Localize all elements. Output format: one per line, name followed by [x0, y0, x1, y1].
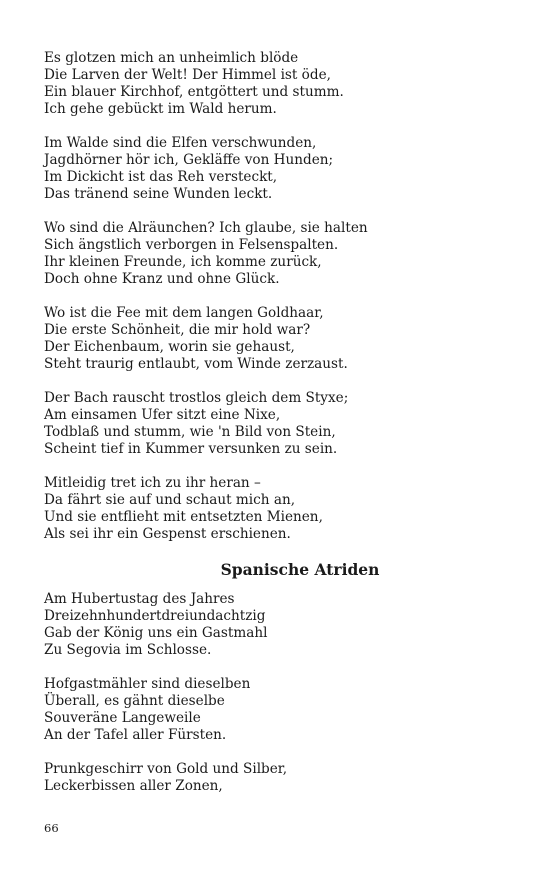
verse-line: Ein blauer Kirchhof, entgöttert und stumm. [44, 84, 344, 100]
verse-line: Da fährt sie auf und schaut mich an, [44, 492, 296, 508]
verse-line: Am einsamen Ufer sitzt eine Nixe, [44, 407, 281, 423]
verse-line: Die Larven der Welt! Der Himmel ist öde, [44, 67, 331, 83]
verse-line: Wo ist die Fee mit dem langen Goldhaar, [44, 305, 324, 321]
verse-line: Sich ängstlich verborgen in Felsenspalten. [44, 237, 339, 253]
verse-line: Leckerbissen aller Zonen, [44, 778, 223, 794]
stanza [44, 475, 514, 543]
verse-line: Ich gehe gebückt im Wald herum. [44, 101, 277, 117]
verse-line: Im Walde sind die Elfen verschwunden, [44, 135, 317, 151]
verse-line: Souveräne Langeweile [44, 710, 201, 726]
verse-line: Gab der König uns ein Gastmahl [44, 625, 268, 641]
verse-line: Jagdhörner hör ich, Gekläffe von Hunden; [44, 152, 334, 168]
verse-line: Todblaß und stumm, wie 'n Bild von Stein, [44, 424, 336, 440]
verse-line: Hofgastmähler sind dieselben [44, 676, 251, 692]
verse-line: Zu Segovia im Schlosse. [44, 642, 212, 658]
verse-line: Der Bach rauscht trostlos gleich dem Styxe; [44, 390, 349, 406]
verse-line: Mitleidig tret ich zu ihr heran – [44, 475, 261, 491]
stanza [44, 761, 514, 795]
verse-line: Scheint tief in Kummer versunken zu sein. [44, 441, 338, 457]
verse-line: Ihr kleinen Freunde, ich komme zurück, [44, 254, 322, 270]
stanza [44, 305, 514, 373]
verse-line: Wo sind die Alräunchen? Ich glaube, sie halten [44, 220, 368, 236]
page-number: 66 [44, 821, 59, 835]
stanza [44, 591, 514, 659]
verse-line: Und sie entflieht mit entsetzten Mienen, [44, 509, 323, 525]
poem-title: Spanische Atriden [220, 560, 380, 579]
verse-line: Es glotzen mich an unheimlich blöde [44, 50, 299, 66]
stanza [44, 135, 514, 203]
poem-text [44, 50, 514, 812]
verse-line: Der Eichenbaum, worin sie gehaust, [44, 339, 295, 355]
verse-line: An der Tafel aller Fürsten. [44, 727, 227, 743]
verse-line: Die erste Schönheit, die mir hold war? [44, 322, 311, 338]
verse-line: Prunkgeschirr von Gold und Silber, [44, 761, 288, 777]
verse-line: Im Dickicht ist das Reh versteckt, [44, 169, 278, 185]
verse-line: Das tränend seine Wunden leckt. [44, 186, 273, 202]
stanza [44, 220, 514, 288]
verse-line: Als sei ihr ein Gespenst erschienen. [44, 526, 291, 542]
verse-line: Überall, es gähnt dieselbe [44, 693, 225, 709]
verse-line: Dreizehnhundertdreiundachtzig [44, 608, 266, 624]
verse-line: Am Hubertustag des Jahres [44, 591, 235, 607]
verse-line: Doch ohne Kranz und ohne Glück. [44, 271, 280, 287]
stanza [44, 676, 514, 744]
stanza [44, 390, 514, 458]
verse-line: Steht traurig entlaubt, vom Winde zerzaust. [44, 356, 348, 372]
stanza [44, 50, 514, 118]
